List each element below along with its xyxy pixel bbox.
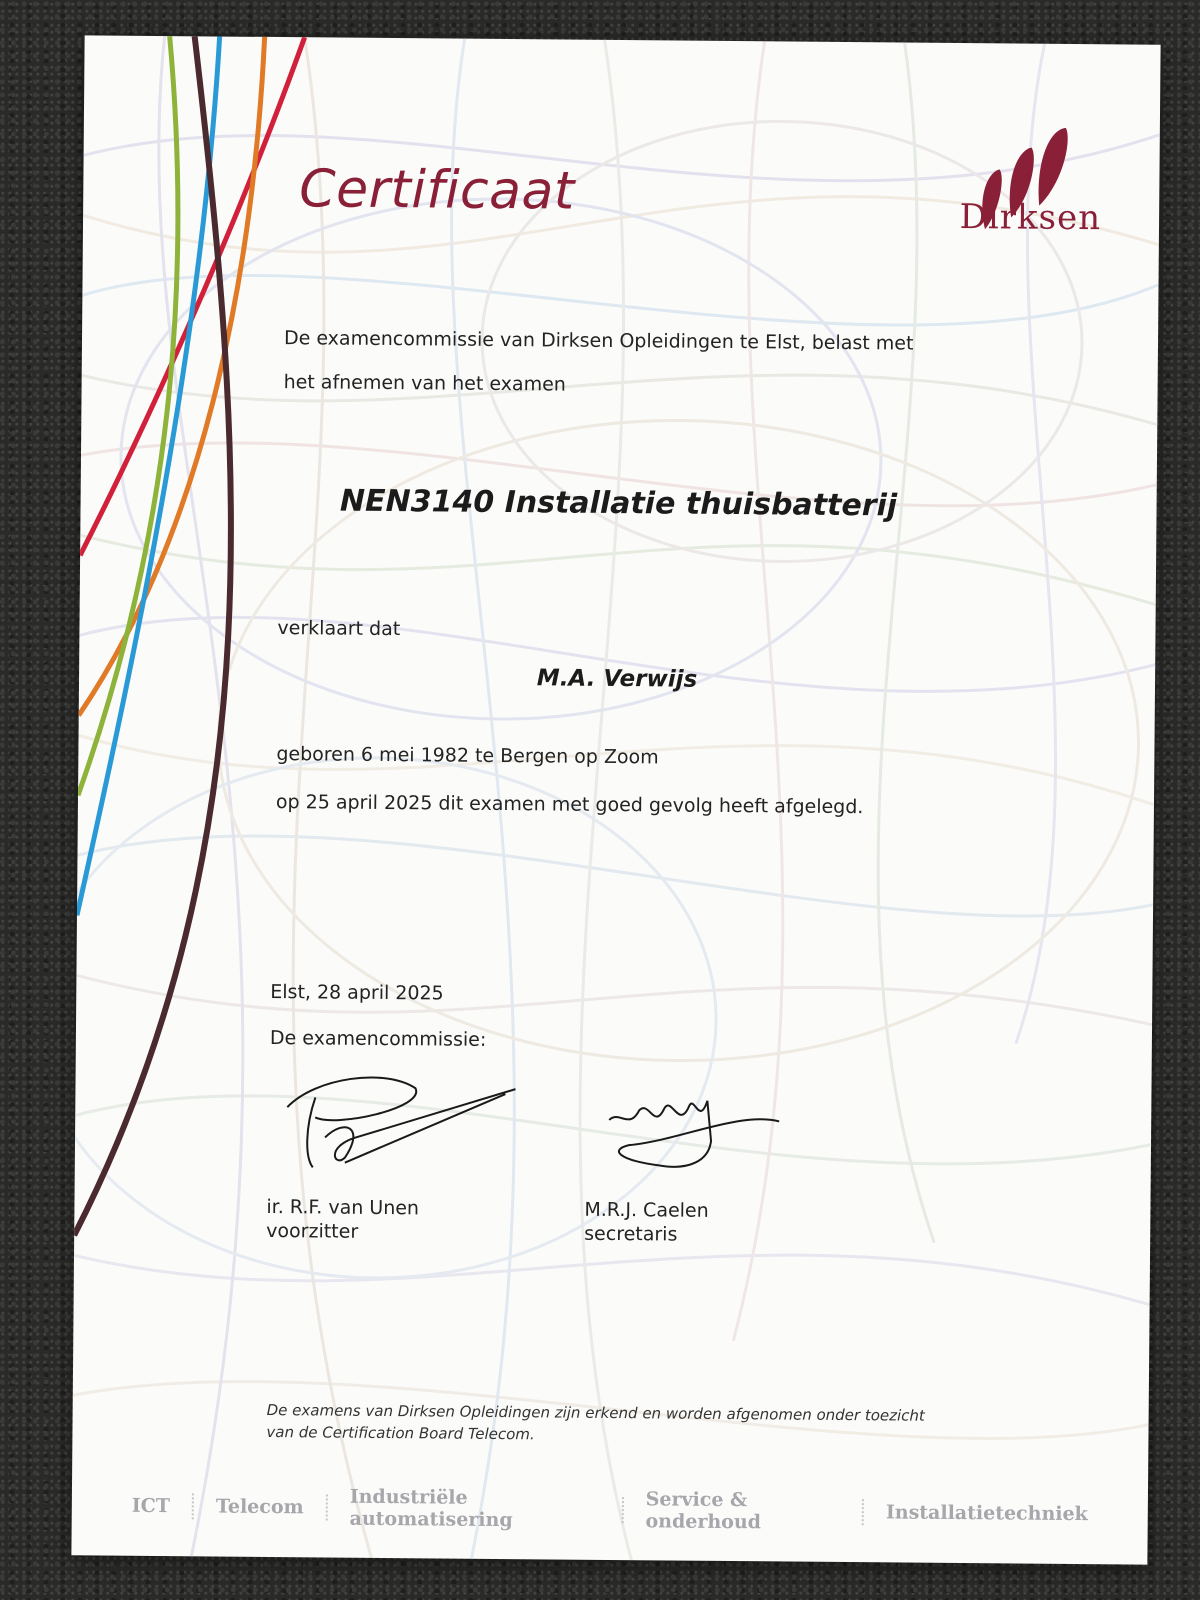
footer-item: Installatietechniek bbox=[885, 1501, 1088, 1526]
course-title: NEN3140 Installatie thuisbatterij bbox=[339, 483, 898, 524]
footer-separator bbox=[622, 1497, 624, 1523]
footer-disciplines bbox=[132, 1484, 1088, 1536]
signature-secretary bbox=[599, 1080, 790, 1182]
certificate-title: Certificaat bbox=[299, 159, 576, 222]
footer-item: Service & onderhoud bbox=[645, 1488, 762, 1534]
intro-line-1: De examencommissie van Dirksen Opleidingen te Elst, belast met bbox=[283, 327, 914, 355]
recipient-name: M.A. Verwijs bbox=[536, 665, 698, 693]
committee-label: De examencommissie: bbox=[269, 1026, 487, 1051]
signatory-role: secretaris bbox=[584, 1222, 678, 1246]
signature-chairman bbox=[275, 1067, 526, 1189]
footer-item: Industriële automatisering bbox=[349, 1485, 513, 1532]
footer-separator bbox=[326, 1494, 328, 1520]
signatory-name: ir. R.F. van Unen bbox=[266, 1195, 420, 1220]
accreditation-note: De examens van Dirksen Opleidingen zijn erkend en worden afgenomen onder toezicht van de Certification Board Telecom. bbox=[266, 1400, 925, 1444]
signatory-role: voorzitter bbox=[266, 1219, 359, 1243]
footer-item: Telecom bbox=[215, 1495, 304, 1519]
intro-line-2: het afnemen van het examen bbox=[283, 371, 566, 396]
logo-wordmark: Dirksen bbox=[959, 196, 1102, 239]
birth-details: geboren 6 mei 1982 te Bergen op Zoom bbox=[276, 743, 659, 769]
declares-text: verklaart dat bbox=[277, 617, 401, 641]
signatory-secretary bbox=[584, 1198, 709, 1247]
signatory-chairman bbox=[266, 1195, 419, 1244]
footer-item: ICT bbox=[131, 1494, 171, 1518]
place-and-date: Elst, 28 april 2025 bbox=[270, 980, 444, 1005]
footer-separator bbox=[862, 1499, 864, 1525]
certificate-paper bbox=[71, 35, 1160, 1564]
exam-passed-statement: op 25 april 2025 dit examen met goed gevolg heeft afgelegd. bbox=[275, 791, 864, 819]
footer-separator bbox=[192, 1493, 194, 1519]
signatory-name: M.R.J. Caelen bbox=[584, 1198, 709, 1222]
